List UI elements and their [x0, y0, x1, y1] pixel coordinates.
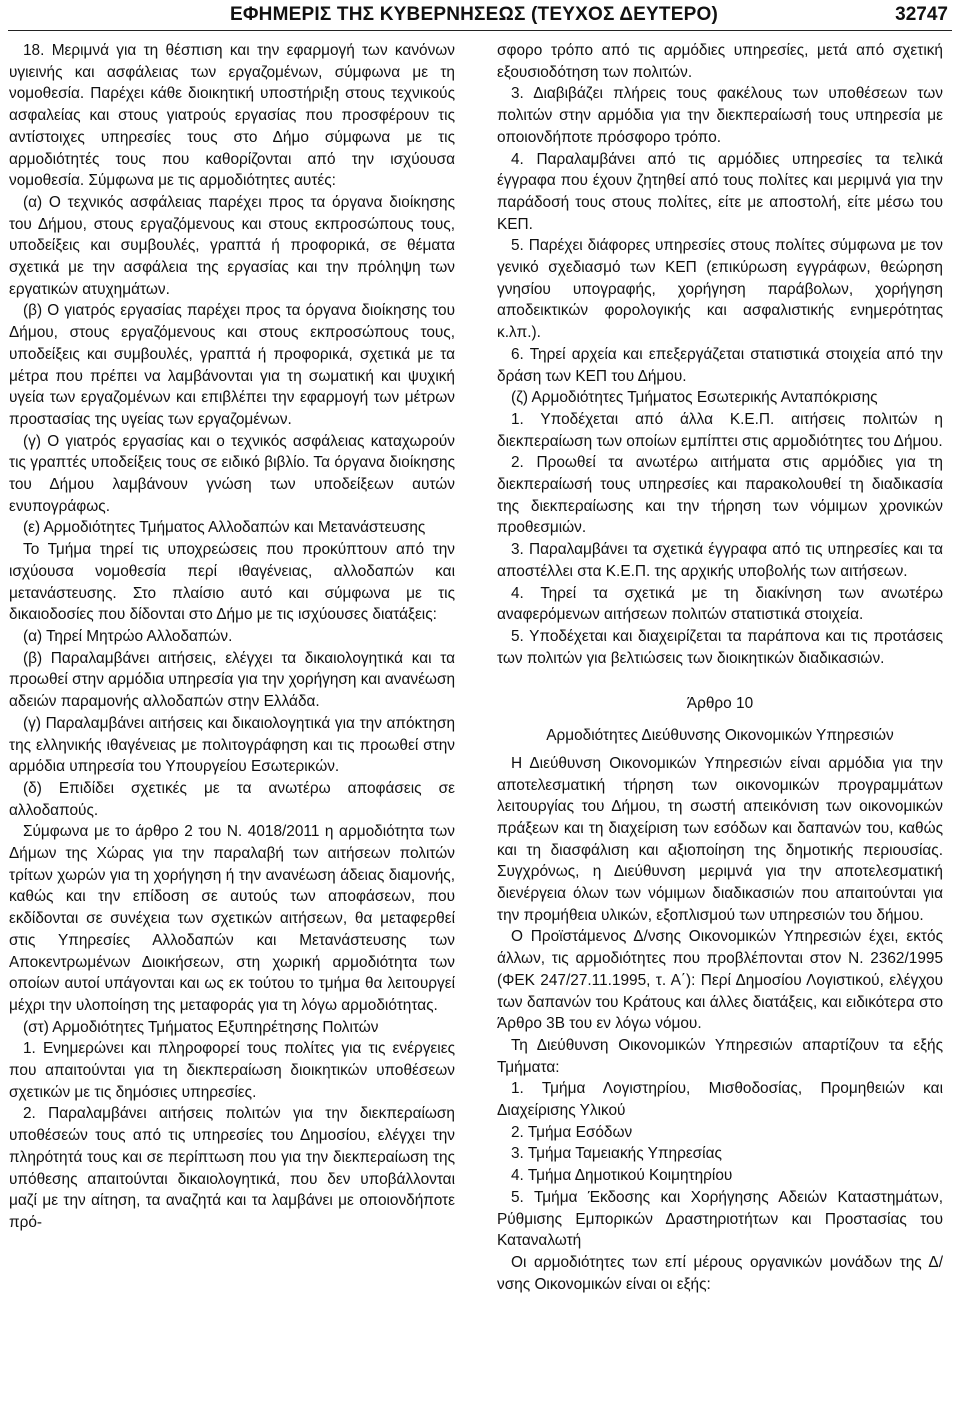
paragraph: 2. Παραλαμβάνει αιτήσεις πολιτών για την διεκπεραίωση υποθέσεών τους από τις υπηρεσίες του Δημοσίου, ελέγχει την πληρότητά τους και σε περίπτωση που για την διεκπεραίωση της υπόθεσης απαιτούνται δικαιολογητικά, που δεν υποβάλλονται μαζί με την αίτηση, τα αναζητά και τα λαμβάνει με οποιονδήποτε πρό-: [9, 1105, 455, 1231]
paragraph: Ο Προϊστάμενος Δ/νσης Οικονομικών Υπηρεσιών έχει, εκτός άλλων, τις αρμοδιότητες που προβλέπονται στον Ν. 2362/1995 (ΦΕΚ 247/27.11.1995, τ. Α΄): Περί Δημοσίου Λογιστικού, ελέγχου των δαπανών του Κράτους και άλλες διατάξεις, και ειδικότερα στο Άρθρο 3Β του εν λόγω νόμου.: [497, 928, 943, 1033]
list-item: 4. Τμήμα Δημοτικού Κοιμητηρίου: [511, 1167, 733, 1185]
paragraph: (δ) Επιδίδει σχετικές με τα ανωτέρω αποφάσεις σε αλλοδαπούς.: [9, 779, 455, 819]
paragraph: Η Διεύθυνση Οικονομικών Υπηρεσιών είναι αρμόδια για την αποτελεσματική τήρηση των οικονομικών προγραμμάτων λειτουργίας του Δήμου, τη σωστή απεικόνιση των οικονομικών πράξεων και τη διαχείριση των εσόδων και δαπανών του, καθώς και τη διασφάλιση και αξιοποίηση της δημοτικής περιουσίας. Συγχρόνως, η Διεύθυνση μεριμνά για την αποτελεσματική διενέργεια όλων των νόμιμων διαδικασιών που απαιτούνται για την προμήθεια υλικών, εξοπλισμού των υπηρεσιών του δήμου.: [497, 754, 943, 924]
header-divider: [8, 30, 952, 31]
left-column: [9, 40, 455, 1234]
paragraph: (α) Τηρεί Μητρώο Αλλοδαπών.: [23, 627, 233, 645]
article-title: Αρμοδιότητες Διεύθυνσης Οικονομικών Υπηρεσιών: [546, 727, 894, 745]
paragraph: 1. Υποδέχεται από άλλα Κ.Ε.Π. αιτήσεις πολιτών η διεκπεραίωση των οποίων εμπίπτει στις αρμοδιότητες του Δήμου.: [497, 410, 943, 450]
list-item: 1. Τμήμα Λογιστηρίου, Μισθοδοσίας, Προμηθειών και Διαχείρισης Υλικού: [497, 1080, 943, 1120]
list-item: 3. Τμήμα Ταμειακής Υπηρεσίας: [511, 1145, 722, 1163]
paragraph: 5. Παρέχει διάφορες υπηρεσίες στους πολίτες σύμφωνα με τον γενικό σχεδιασμό των ΚΕΠ (επικύρωση εγγράφων, θεώρηση γνησίου υπογραφής, χορήγηση παράβολων, χορήγηση αποδεικτικών φορολογικής και ασφαλιστικής ενημερότητας κ.λπ.).: [497, 237, 943, 342]
paragraph: (γ) Παραλαμβάνει αιτήσεις και δικαιολογητικά για την απόκτηση της ελληνικής ιθαγένειας με πολιτογράφηση και τις προωθεί στην αρμόδια υπηρεσία του Υπουργείου Εσωτερικών.: [9, 714, 455, 776]
section-heading: (ε) Αρμοδιότητες Τμήματος Αλλοδαπών και Μετανάστευσης: [23, 519, 426, 537]
page-header: [0, 0, 960, 34]
page-number: 32747: [895, 4, 948, 25]
paragraph: 6. Τηρεί αρχεία και επεξεργάζεται στατιστικά στοιχεία από την δράση των ΚΕΠ του Δήμου.: [497, 345, 943, 385]
paragraph: Σύμφωνα με το άρθρο 2 του Ν. 4018/2011 η αρμοδιότητα των Δήμων της Χώρας για την παραλαβή των αιτήσεων πολιτών τρίτων χωρών για τη χορήγηση ή την ανανέωση άδειας διαμονής, καθώς και την επίδοση σε αυτούς των αποφάσεων, που εκδίδονται σε συνέχεια των σχετικών αιτήσεων, θα μεταφερθεί στις Υπηρεσίες Αλλοδαπών και Μετανάστευσης των Αποκεντρωμένων Διοικήσεων, στη χωρική αρμοδιότητα των οποίων αυτοί υπάγονται και ως εκ τούτου το τμήμα θα λειτουργεί μέχρι την υλοποίηση της μεταφοράς για τη λόγω αρμοδιότητας.: [9, 823, 455, 1014]
paragraph: 4. Παραλαμβάνει από τις αρμόδιες υπηρεσίες τα τελικά έγγραφα που έχουν ζητηθεί από τους πολίτες και μεριμνά για την παράδοσή τους στους πολίτες, είτε με αποστολή, είτε μέσω του ΚΕΠ.: [497, 150, 943, 233]
gazette-title: ΕΦΗΜΕΡΙΣ ΤΗΣ ΚΥΒΕΡΝΗΣΕΩΣ (ΤΕΥΧΟΣ ΔΕΥΤΕΡΟ): [230, 4, 718, 25]
right-column: [497, 40, 943, 1295]
article-number: Άρθρο 10: [686, 695, 754, 713]
paragraph: (β) Παραλαμβάνει αιτήσεις, ελέγχει τα δικαιολογητικά και τα προωθεί στην αρμόδια υπηρεσία για την χορήγηση και ανανέωση αδειών παραμονής αλλοδαπών στην Ελλάδα.: [9, 649, 455, 711]
paragraph: Το Τμήμα τηρεί τις υποχρεώσεις που προκύπτουν από την ισχύουσα νομοθεσία περί ιθαγένειας, αλλοδαπών και μετανάστευσης. Στο πλαίσιο αυτό και σύμφωνα με τις δικαιοδοσίες που δίδονται στο Δήμο με τις ισχύουσες διατάξεις:: [9, 541, 455, 624]
paragraph: 18. Μεριμνά για τη θέσπιση και την εφαρμογή των κανόνων υγιεινής και ασφάλειας των εργαζομένων, σύμφωνα με τη νομοθεσία. Παρέχει κάθε διοικητική υποστήριξη στους τεχνικούς ασφαλείας και στους γιατρούς εργασίας που προσφέρουν τις αντίστοιχες υπηρεσίες τους στο Δήμο σύμφωνα με τις αρμοδιότητές τους που καθορίζονται από την ισχύουσα νομοθεσία. Σύμφωνα με τις αρμοδιότητες αυτές:: [9, 42, 455, 190]
paragraph: 1. Ενημερώνει και πληροφορεί τους πολίτες για τις ενέργειες που απαιτούνται για τη διεκπεραίωση διοικητικών υποθέσεων σχετικών με τις δημόσιες υπηρεσίες.: [9, 1040, 455, 1101]
paragraph: (γ) Ο γιατρός εργασίας και ο τεχνικός ασφάλειας καταχωρούν τις γραπτές υποδείξεις τους σε ειδικό βιβλίο. Τα όργανα διοίκησης του Δήμου λαμβάνουν γνώση των υποδείξεων αυτών ενυπογράφως.: [9, 432, 455, 515]
paragraph: 3. Διαβιβάζει πλήρεις τους φακέλους των υποθέσεων των πολιτών στην αρμόδια για την διεκπεραίωσή τους υπηρεσία με οποιονδήποτε πρόσφορο τρόπο.: [497, 85, 943, 146]
paragraph: (β) Ο γιατρός εργασίας παρέχει προς τα όργανα διοίκησης του Δήμου, στους εργαζόμενους και στους εκπροσώπους τους, υποδείξεις και συμβουλές, γραπτά ή προφορικά, σχετικά με τα μέτρα που πρέπει να λαμβάνονται για τη σωματική και ψυχική υγεία των εργαζομένων και επιβλέπει την εφαρμογή των μέτρων προστασίας της υγείας των εργαζομένων.: [9, 302, 455, 428]
list-item: 5. Τμήμα Έκδοσης και Χορήγησης Αδειών Καταστημάτων, Ρύθμισης Εμπορικών Δραστηριοτήτων και Προστασίας του Καταναλωτή: [497, 1188, 943, 1250]
paragraph: (α) Ο τεχνικός ασφάλειας παρέχει προς τα όργανα διοίκησης του Δήμου, στους εργαζόμενους και στους εκπροσώπους τους, υποδείξεις και συμβουλές, γραπτά ή προφορικά, σε θέματα σχετικά με την ασφάλεια της εργασίας και την πρόληψη των εργατικών ατυχημάτων.: [9, 193, 455, 298]
paragraph: 5. Υποδέχεται και διαχειρίζεται τα παράπονα και τις προτάσεις των πολιτών για βελτιώσεις των διοικητικών διαδικασιών.: [497, 627, 943, 667]
section-heading: (στ) Αρμοδιότητες Τμήματος Εξυπηρέτησης Πολιτών: [23, 1018, 379, 1036]
paragraph: Οι αρμοδιότητες των επί μέρους οργανικών μονάδων της Δ/νσης Οικονομικών είναι οι εξής:: [497, 1253, 943, 1293]
list-item: 2. Τμήμα Εσόδων: [511, 1123, 633, 1141]
paragraph: 3. Παραλαμβάνει τα σχετικά έγγραφα από τις υπηρεσίες και τα αποστέλλει στα Κ.Ε.Π. της αρχικής υποβολής των αιτήσεων.: [497, 541, 943, 580]
paragraph: σφορο τρόπο από τις αρμόδιες υπηρεσίες, μετά από σχετική εξουσιοδότηση των πολιτών.: [497, 42, 943, 81]
paragraph: 4. Τηρεί τα σχετικά με τη διακίνηση των ανωτέρω αναφερόμενων αιτήσεων πολιτών στατιστικά στοιχεία.: [497, 584, 943, 624]
paragraph: 2. Προωθεί τα ανωτέρω αιτήματα στις αρμόδιες για τη διεκπεραίωσή τους υπηρεσίες και παρακολουθεί τη διαδικασία της διεκπεραίωσης και την τήρηση των νόμιμων χρονικών προθεσμιών.: [497, 454, 943, 537]
section-heading: (ζ) Αρμοδιότητες Τμήματος Εσωτερικής Ανταπόκρισης: [511, 389, 878, 407]
paragraph: Τη Διεύθυνση Οικονομικών Υπηρεσιών απαρτίζουν τα εξής Τμήματα:: [497, 1036, 943, 1076]
